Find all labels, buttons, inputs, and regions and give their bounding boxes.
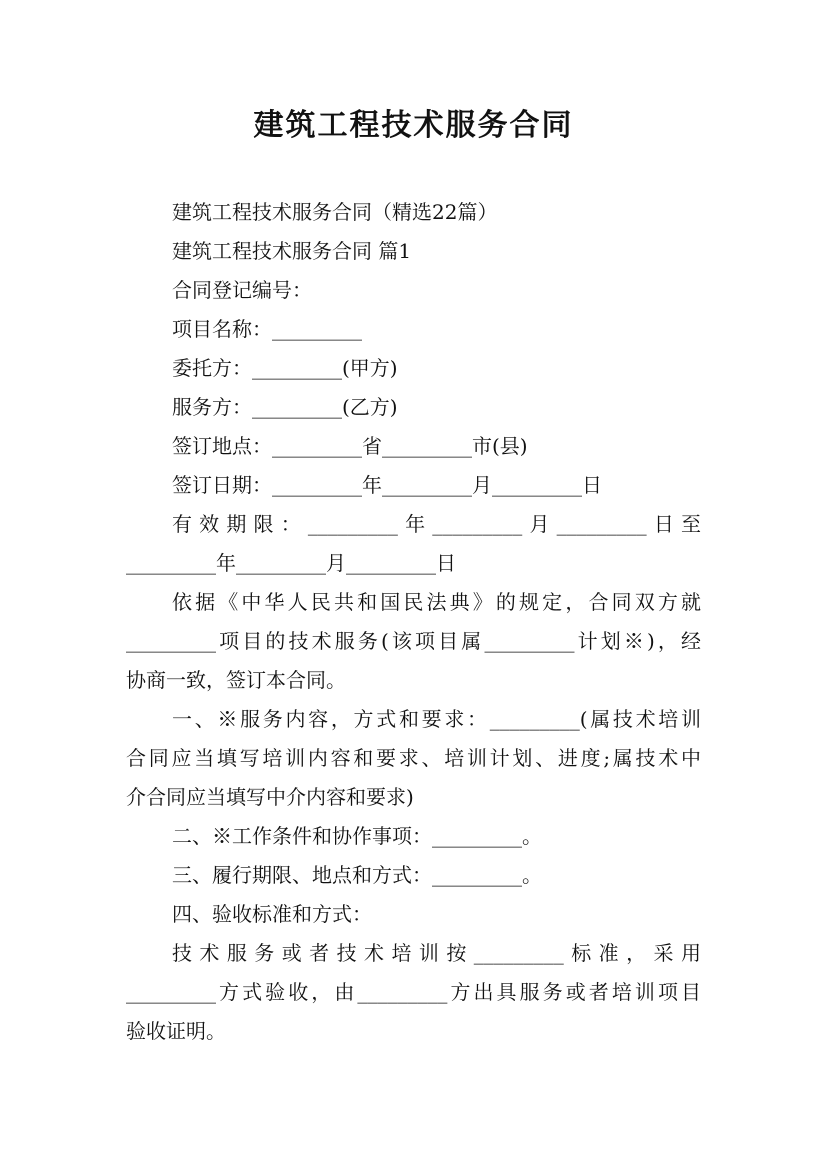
subtitle-line: 建筑工程技术服务合同（精选22篇） [172,200,498,224]
clause-four-line1: 技术服务或者技术培训按_________标准，采用 [172,941,701,965]
paragraph-basis-line2: _________项目的技术服务(该项目属_________计划※)，经 [126,629,701,653]
clause-four-line2: _________方式验收，由_________方出具服务或者培训项目 [126,980,701,1004]
project-name-field: 项目名称：_________ [172,317,362,341]
paragraph-basis-line1: 依据《中华人民共和国民法典》的规定，合同双方就 [172,590,701,614]
section-heading: 建筑工程技术服务合同 篇1 [172,239,412,263]
signing-date-field: 签订日期：_________年_________月_________日 [172,473,602,497]
document-title: 建筑工程技术服务合同 [253,108,574,143]
contract-registration-number: 合同登记编号： [172,278,312,302]
clause-one-line2: 合同应当填写培训内容和要求、培训计划、进度;属技术中 [126,746,701,770]
paragraph-basis-line3: 协商一致，签订本合同。 [126,668,346,692]
clause-four-line3: 验收证明。 [126,1019,226,1043]
service-provider-field: 服务方：_________(乙方) [172,395,398,419]
clause-one-line3: 介合同应当填写中介内容和要求) [126,785,414,809]
client-field: 委托方：_________(甲方) [172,356,398,380]
signing-place-field: 签订地点：_________省_________市(县) [172,434,528,458]
clause-three: 三、履行期限、地点和方式：_________。 [172,863,542,887]
clause-two: 二、※工作条件和协作事项：_________。 [172,824,542,848]
clause-one-line1: 一、※服务内容，方式和要求：_________(属技术培训 [172,707,701,731]
validity-period-line2: _________年_________月_________日 [126,551,456,575]
validity-period-line1: 有效期限：_________年_________月_________日至 [172,512,701,536]
clause-four-heading: 四、验收标准和方式： [172,902,372,926]
